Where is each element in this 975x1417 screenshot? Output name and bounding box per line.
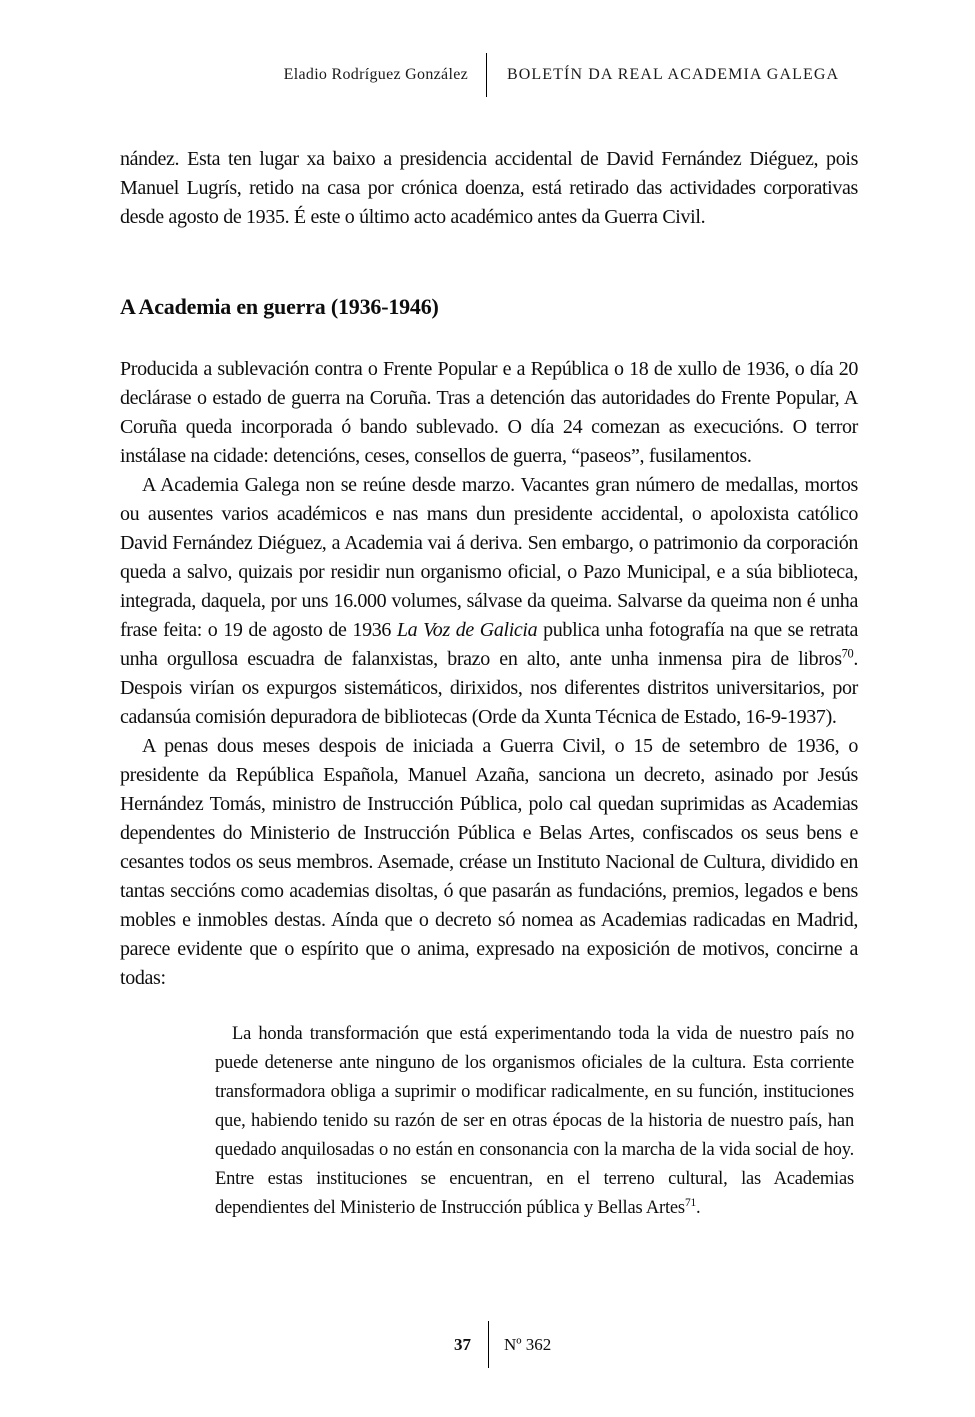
- intro-paragraph: nández. Esta ten lugar xa baixo a presidencia accidental de David Fernández Diéguez, pois Manuel Lugrís, retido na casa por crónica doenza, está retirado das actividades corporativas desde agosto de 1935. É este o último acto académico antes da Guerra Civil.: [120, 148, 858, 228]
- body-paragraph: Producida a sublevación contra o Frente Popular e a República o 18 de xullo de 1936, o día 20 declárase o estado de guerra na Coruña. Tras a detención das autoridades do Frente Popular, A Coruña queda incorporada ó bando sublevado. O día 24 comezan as execucións. O terror instálase na cidade: detencións, ceses, consellos de guerra, “paseos”, fusilamentos.: [120, 358, 858, 467]
- page-footer: [0, 1321, 975, 1368]
- quote-block: La honda transformación que está experimentando toda la vida de nuestro país no puede detenerse ante ninguno de los organismos oficiales de la cultura. Esta corriente transformadora obliga a suprimir o modificar radicalmente, en su función, instituciones que, habiendo tenido su razón de ser en otras épocas de la historia de nuestro país, han quedado anquilosadas o no están en consonancia con la marcha de la vida social de hoy. Entre estas instituciones se encuentran, en el terreno cultural, las Academias dependientes del Ministerio de Instrucción pública y Bellas Artes$^{71}$.: [215, 1024, 854, 1218]
- page-header: [0, 53, 975, 97]
- header-author-name: Eladio Rodríguez González: [283, 66, 468, 83]
- body-paragraph: A Academia Galega non se reúne desde marzo. Vacantes gran número de medallas, mortos ou ausentes varios académicos e nas mans dun presidente accidental, o apoloxista católico David Fernández Diéguez, a Academia vai á deriva. Sen embargo, o patrimonio da corporación queda a salvo, quizais por residir nun organismo oficial, o Pazo Municipal, e a súa biblioteca, integrada, daquela, por uns 16.000 volumes, sálvase da queima. Salvarse da queima non é unha frase feita: o 19 de agosto de 1936 La Voz de Galicia publica unha fotografía na que se retrata unha orgullosa escuadra de falanxistas, brazo en alto, ante unha inmensa pira de libros$^{70}$. Despois virían os expurgos sistemáticos, dirixidos, nos diferentes distritos universitarios, por cadansúa comisión depuradora de bibliotecas (Orde da Xunta Técnica de Estado, 16-9-1937).: [120, 474, 859, 728]
- section-heading: A Academia en guerra (1936-1946): [120, 294, 439, 319]
- header-journal-title: BOLETÍN DA REAL ACADEMIA GALEGA: [507, 66, 840, 83]
- body-paragraph: A penas dous meses despois de iniciada a Guerra Civil, o 15 de setembro de 1936, o presidente da República Española, Manuel Azaña, sanciona un decreto, asinado por Jesús Hernández Tomás, ministro de Instrucción Pública, polo cal quedan suprimidas as Academias dependentes do Ministerio de Instrucción Pública e Belas Artes, confiscados os seus bens e cesantes todos os seus membros. Asemade, créase un Instituto Nacional de Cultura, dividido en tantas seccións como academias disoltas, ó que pasarán as fundacións, premios, legados e bens mobles e inmobles destas. Aínda que o decreto só nomea as Academias radicadas en Madrid, parece evidente que o espírito que o anima, expresado na exposición de motivos, concirne a todas:: [120, 735, 858, 989]
- page-number: 37: [454, 1334, 471, 1354]
- issue-number: Nº 362: [504, 1334, 552, 1354]
- page-content: [120, 145, 858, 1223]
